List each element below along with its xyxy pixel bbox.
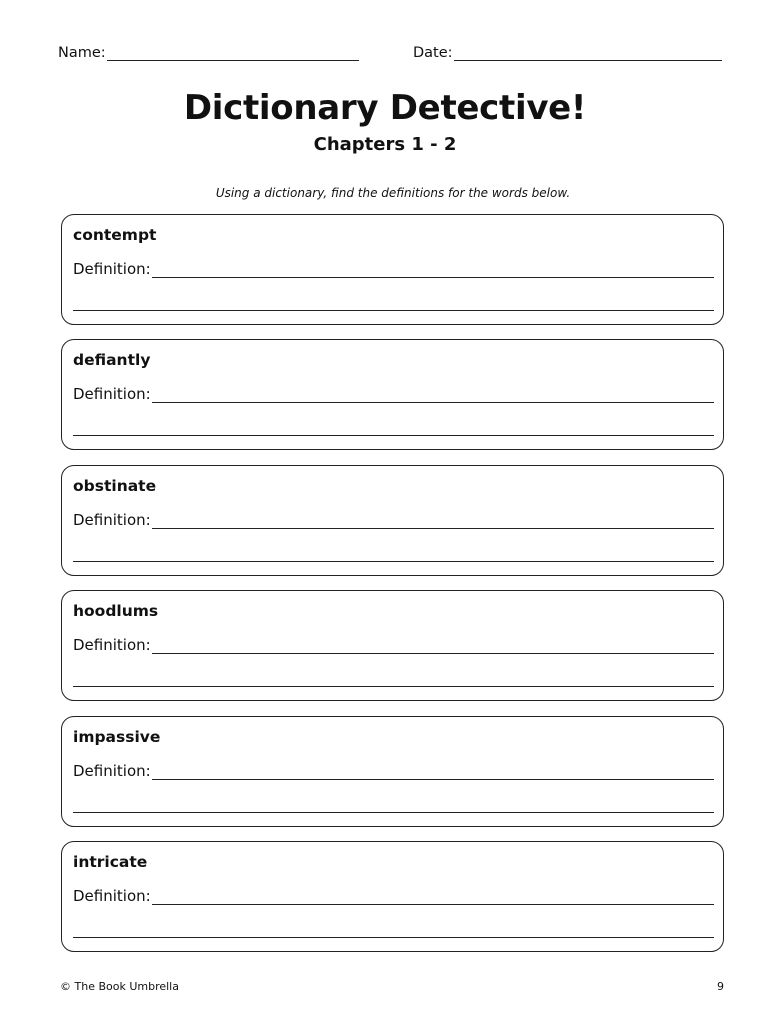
word-card [61,841,724,952]
definition-row [73,384,714,403]
word-card [61,716,724,827]
definition-second-line[interactable] [73,812,714,813]
definition-line[interactable] [152,259,714,278]
instructions: Using a dictionary, find the definitions for the words below. [215,186,571,200]
vocabulary-word: intricate [73,853,148,871]
word-card [61,214,724,325]
definition-second-line[interactable] [73,310,714,311]
name-label: Name: [58,45,106,61]
vocabulary-word: obstinate [73,477,157,495]
definition-row [73,635,714,654]
definition-second-line[interactable] [73,686,714,687]
vocabulary-word: hoodlums [73,602,159,620]
date-blank-line[interactable] [454,44,722,61]
vocabulary-word: defiantly [73,351,151,369]
definition-label: Definition: [73,887,151,905]
definition-second-line[interactable] [73,561,714,562]
name-blank-line[interactable] [107,44,359,61]
vocabulary-word: contempt [73,226,157,244]
name-field[interactable] [58,44,359,61]
date-field[interactable] [413,44,722,61]
definition-row [73,259,714,278]
footer-copyright: © The Book Umbrella [60,980,179,993]
word-card [61,339,724,450]
definition-row [73,761,714,780]
definition-label: Definition: [73,636,151,654]
definition-label: Definition: [73,260,151,278]
word-card [61,465,724,576]
vocabulary-word: impassive [73,728,161,746]
page-subtitle: Chapters 1 - 2 [313,134,457,155]
definition-second-line[interactable] [73,937,714,938]
word-card [61,590,724,701]
definition-line[interactable] [152,384,714,403]
definition-line[interactable] [152,510,714,529]
page-number: 9 [717,980,724,993]
header-row [58,44,722,64]
definition-label: Definition: [73,385,151,403]
definition-label: Definition: [73,762,151,780]
definition-second-line[interactable] [73,435,714,436]
definition-line[interactable] [152,635,714,654]
definition-label: Definition: [73,511,151,529]
definition-row [73,510,714,529]
definition-line[interactable] [152,886,714,905]
definition-line[interactable] [152,761,714,780]
page-title: Dictionary Detective! [183,88,587,128]
definition-row [73,886,714,905]
date-label: Date: [413,45,453,61]
